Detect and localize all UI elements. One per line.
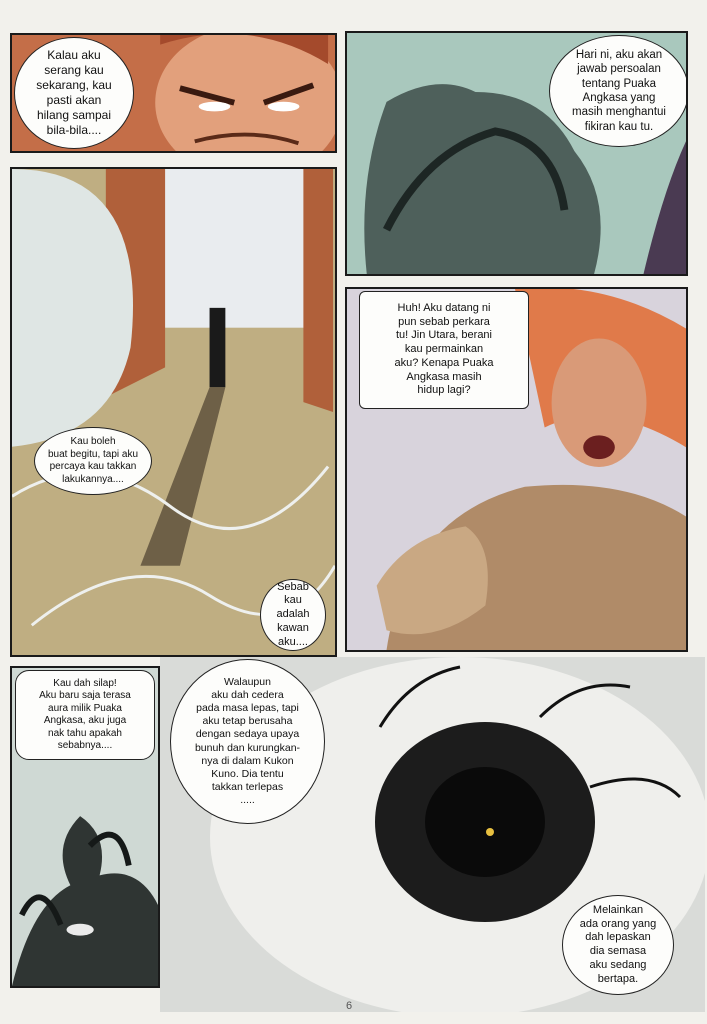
panel-6 <box>160 657 705 1012</box>
panel-5 <box>10 666 160 988</box>
speech-bubble: Walaupun aku dah cedera pada masa lepas, tapi aku tetap berusaha dengan sedaya upaya bunuh dan kurungkan- nya di dalam Kukon Kuno. Dia tentu takkan terlepas ..... <box>170 659 325 824</box>
panel-1 <box>10 33 337 153</box>
panel-2 <box>345 31 688 276</box>
speech-bubble: Hari ni, aku akan jawab persoalan tentang Puaka Angkasa yang masih menghantui fikiran kau tu. <box>549 35 688 147</box>
panel-4 <box>345 287 688 652</box>
speech-bubble: Huh! Aku datang ni pun sebab perkara tu! Jin Utara, berani kau permainkan aku? Kenapa Puaka Angkasa masih hidup lagi? <box>359 291 529 409</box>
page-number: 6 <box>346 1000 353 1012</box>
speech-bubble: Kau boleh buat begitu, tapi aku percaya kau takkan lakukannya.... <box>34 427 152 495</box>
speech-bubble: Kau dah silap! Aku baru saja terasa aura milik Puaka Angkasa, aku juga nak tahu apakah sebabnya.... <box>15 670 155 760</box>
speech-bubble: Kalau aku serang kau sekarang, kau pasti akan hilang sampai bila-bila.... <box>14 37 134 149</box>
speech-bubble: Melainkan ada orang yang dah lepaskan dia semasa aku sedang bertapa. <box>562 895 674 995</box>
speech-bubble: Sebab kau adalah kawan aku.... <box>260 579 326 651</box>
panel-3 <box>10 167 337 657</box>
